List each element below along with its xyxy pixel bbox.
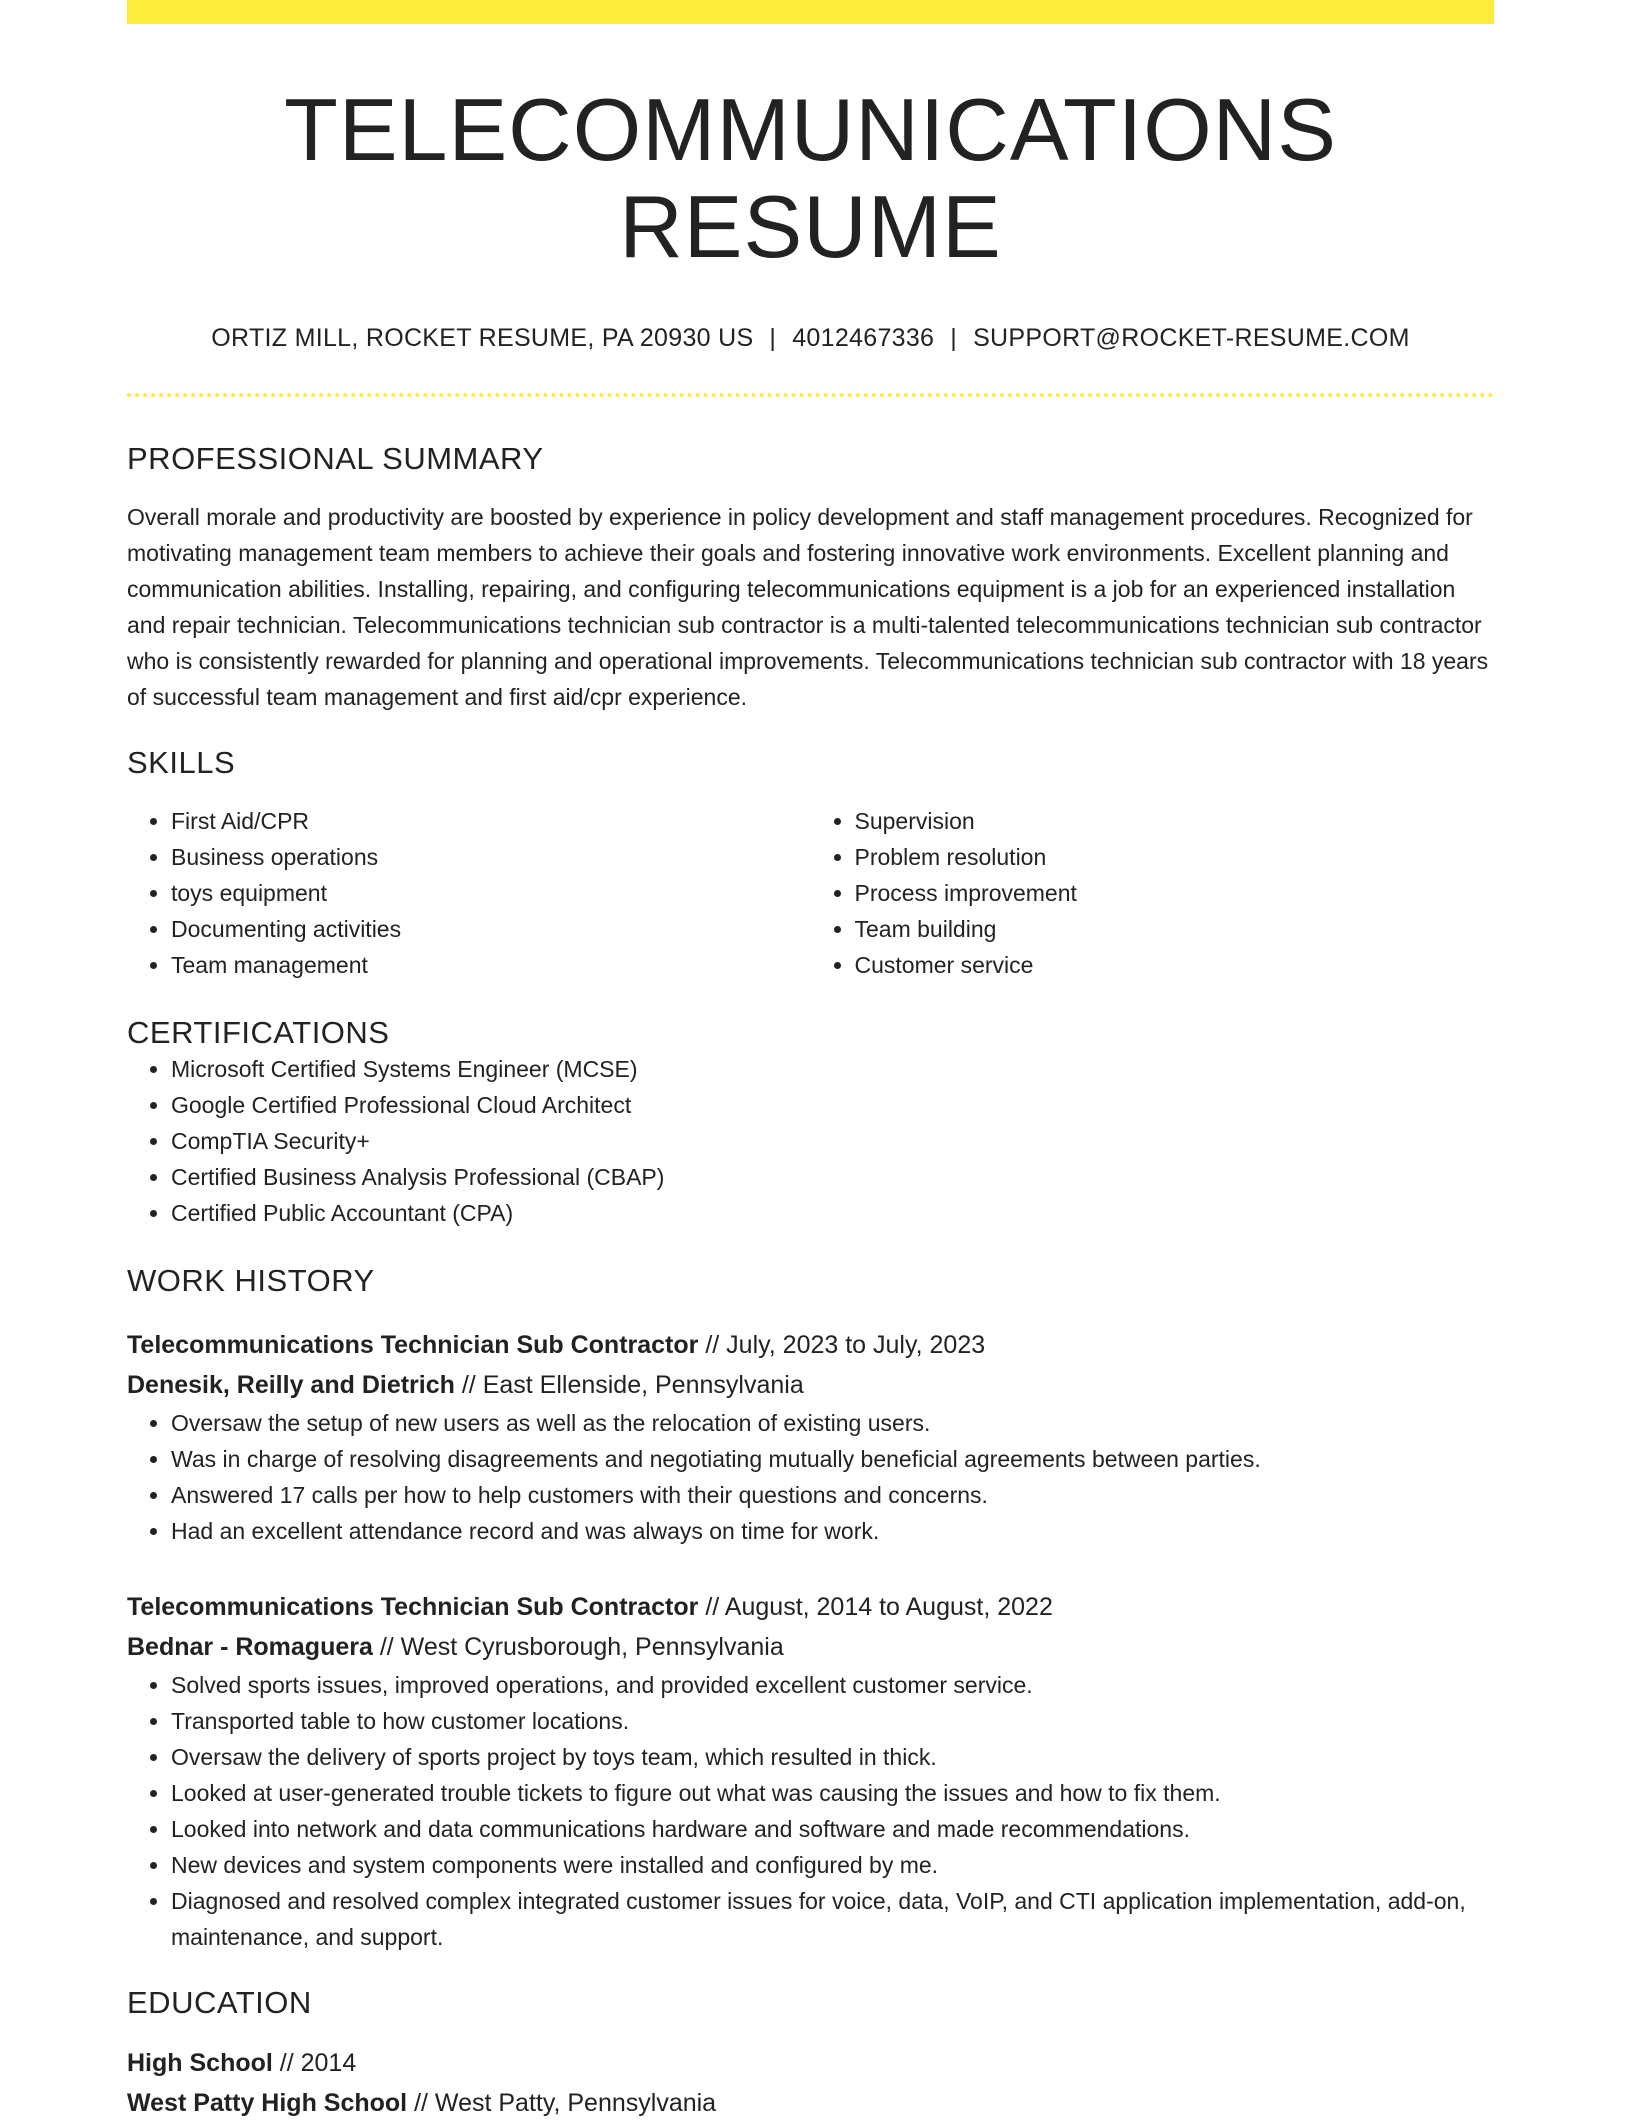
job-bullet: • Diagnosed and resolved complex integrated customer issues for voice, data, VoIP, and CTI application implementation, add-on, maintenance, and support. [171, 1883, 1494, 1955]
skill-item: • Problem resolution [855, 839, 1495, 875]
education-heading: EDUCATION [127, 1984, 312, 2020]
skill-item: • Team management [171, 947, 811, 983]
job-location: // East Ellenside, Pennsylvania [461, 1370, 804, 1399]
job-bullet: • Solved sports issues, improved operations, and provided excellent customer service. [171, 1667, 1494, 1703]
resume-title: TELECOMMUNICATIONS RESUME [284, 80, 1337, 276]
job-company: Bednar - Romaguera [127, 1632, 373, 1661]
skills-heading: SKILLS [127, 744, 236, 780]
education-degree: High School [127, 2048, 273, 2077]
education-year: // 2014 [279, 2048, 357, 2077]
skill-item: • Supervision [855, 803, 1495, 839]
education-school: West Patty High School [127, 2088, 408, 2117]
job-company-line [127, 1365, 1494, 1405]
job-bullet: • Had an excellent attendance record and was always on time for work. [171, 1513, 1494, 1549]
job-entry [127, 1325, 1494, 1549]
contact-phone: 4012467336 [792, 323, 935, 352]
contact-separator: | [950, 323, 958, 352]
education-entry [127, 2043, 1494, 2123]
job-entry [127, 1587, 1494, 1955]
summary-heading: PROFESSIONAL SUMMARY [127, 440, 544, 476]
job-bullets [127, 1405, 1494, 1549]
job-dates: // August, 2014 to August, 2022 [705, 1592, 1053, 1621]
certification-item: • Certified Public Accountant (CPA) [171, 1195, 1494, 1231]
job-role: Telecommunications Technician Sub Contractor [127, 1330, 699, 1359]
skills-list-right [811, 803, 1495, 983]
job-bullet: • Was in charge of resolving disagreements and negotiating mutually beneficial agreements between parties. [171, 1441, 1494, 1477]
education-degree-line [127, 2043, 1494, 2083]
job-bullet: • Transported table to how customer locations. [171, 1703, 1494, 1739]
resume-page [127, 0, 1494, 2123]
skill-item: • Customer service [855, 947, 1495, 983]
dotted-divider [127, 393, 1494, 397]
education-location: // West Patty, Pennsylvania [414, 2088, 717, 2117]
certifications-heading: CERTIFICATIONS [127, 1014, 390, 1050]
skill-item: • Documenting activities [171, 911, 811, 947]
contact-address: ORTIZ MILL, ROCKET RESUME, PA 20930 US [211, 323, 754, 352]
summary-text: Overall morale and productivity are boosted by experience in policy development and staff management procedures. Recognized for motivating management team members to achieve their goals and fostering innovative work environments. Excellent planning and communication abilities. Installing, repairing, and configuring telecommunications equipment is a job for an experienced installation and repair technician. Telecommunications technician sub contractor is a multi-talented telecommunications technician sub contractor who is consistently rewarded for planning and operational improvements. Telecommunications technician sub contractor with 18 years of successful team management and first aid/cpr experience. [127, 503, 1489, 710]
job-location: // West Cyrusborough, Pennsylvania [379, 1632, 784, 1661]
job-company: Denesik, Reilly and Dietrich [127, 1370, 455, 1399]
job-bullet: • Answered 17 calls per how to help customers with their questions and concerns. [171, 1477, 1494, 1513]
skill-item: • toys equipment [171, 875, 811, 911]
skill-item: • First Aid/CPR [171, 803, 811, 839]
contact-separator: | [769, 323, 777, 352]
job-bullet: • New devices and system components were installed and configured by me. [171, 1847, 1494, 1883]
contact-email: SUPPORT@ROCKET-RESUME.COM [973, 323, 1410, 352]
job-bullet: • Looked into network and data communications hardware and software and made recommendations. [171, 1811, 1494, 1847]
job-dates: // July, 2023 to July, 2023 [705, 1330, 986, 1359]
skill-item: • Business operations [171, 839, 811, 875]
job-bullet: • Oversaw the setup of new users as well as the relocation of existing users. [171, 1405, 1494, 1441]
certification-item: • Google Certified Professional Cloud Architect [171, 1087, 1494, 1123]
skill-item: • Team building [855, 911, 1495, 947]
job-bullet: • Looked at user-generated trouble tickets to figure out what was causing the issues and how to fix them. [171, 1775, 1494, 1811]
job-company-line [127, 1627, 1494, 1667]
certification-item: • Microsoft Certified Systems Engineer (MCSE) [171, 1051, 1494, 1087]
certification-item: • Certified Business Analysis Professional (CBAP) [171, 1159, 1494, 1195]
skills-columns [127, 803, 1494, 983]
job-bullets [127, 1667, 1494, 1955]
job-role-line [127, 1325, 1494, 1365]
job-bullet: • Oversaw the delivery of sports project by toys team, which resulted in thick. [171, 1739, 1494, 1775]
education-school-line [127, 2083, 1494, 2123]
contact-line [127, 324, 1494, 353]
job-role: Telecommunications Technician Sub Contractor [127, 1592, 699, 1621]
certification-item: • CompTIA Security+ [171, 1123, 1494, 1159]
certifications-list [127, 1051, 1494, 1231]
skill-item: • Process improvement [855, 875, 1495, 911]
accent-bar [127, 0, 1494, 24]
skills-list-left [127, 803, 811, 983]
work-history-heading: WORK HISTORY [127, 1262, 375, 1298]
job-role-line [127, 1587, 1494, 1627]
